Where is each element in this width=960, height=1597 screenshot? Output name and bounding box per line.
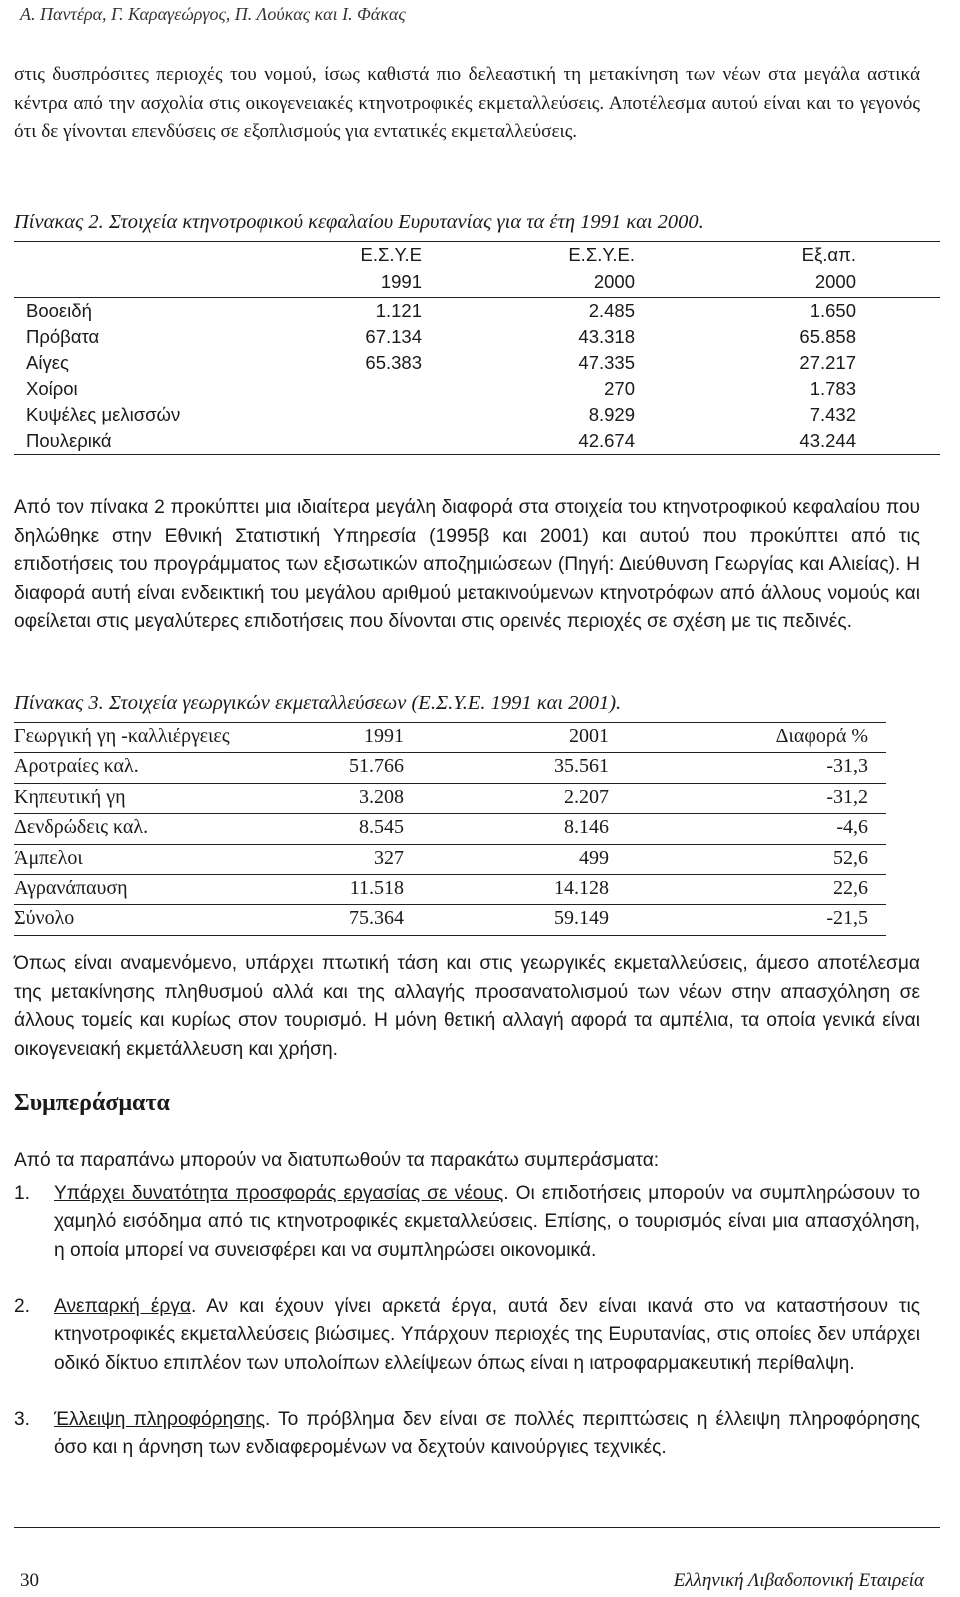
cell-1991: 8.545	[359, 816, 404, 839]
section-title-conclusions: Συμπεράσματα	[14, 1090, 170, 1116]
table3-agriculture	[14, 722, 886, 936]
cell-2000: 47.335	[578, 352, 635, 373]
cell-exap: 65.858	[799, 326, 856, 347]
table-row	[14, 875, 886, 905]
footer-rule	[14, 1527, 940, 1528]
cell-diff: -31,2	[826, 785, 868, 808]
table3-header-row	[14, 722, 886, 753]
row-label: Κυψέλες μελισσών	[26, 404, 181, 425]
list-item-heading: Ανεπαρκή έργα	[54, 1296, 191, 1317]
cell-diff: -31,3	[826, 755, 868, 778]
page-number: 30	[20, 1570, 39, 1591]
cell-1991: 75.364	[349, 907, 404, 930]
conclusion-list-item-3	[14, 1406, 920, 1463]
row-label: Άμπελοι	[14, 846, 83, 869]
footer-journal-name: Ελληνική Λιβαδοπονική Εταιρεία	[673, 1570, 924, 1591]
row-label: Κηπευτική γη	[14, 785, 126, 808]
cell-exap: 1.650	[809, 300, 856, 321]
table3-caption: Πίνακας 3. Στοιχεία γεωργικών εκμεταλλεύσεων (Ε.Σ.Υ.Ε. 1991 και 2001).	[14, 692, 622, 714]
table3-header-cell: Γεωργική γη -καλλιέργειες	[14, 725, 230, 747]
table-row	[14, 428, 940, 454]
cell-1991: 11.518	[349, 876, 404, 899]
cell-diff: -21,5	[826, 907, 868, 930]
table-row	[14, 298, 940, 324]
row-label: Βοοειδή	[26, 300, 92, 321]
table-row	[14, 753, 886, 783]
table-row	[14, 324, 940, 350]
cell-2000: 270	[604, 378, 635, 399]
list-item-heading: Υπάρχει δυνατότητα προσφοράς εργασίας σε νέους	[54, 1183, 504, 1204]
table2-header-cell: 2000	[593, 271, 635, 292]
cell-2000: 43.318	[578, 326, 635, 347]
table-row	[14, 350, 940, 376]
table3-header-cell: 2001	[569, 725, 609, 747]
table2-header-cell: Ε.Σ.Υ.Ε.	[568, 244, 635, 265]
cell-diff: -4,6	[836, 816, 868, 839]
cell-1991: 67.134	[365, 326, 422, 347]
table2-header-cell: 2000	[814, 271, 856, 292]
cell-1991: 65.383	[365, 352, 422, 373]
cell-2000: 42.674	[578, 430, 635, 451]
table-row	[14, 784, 886, 814]
cell-2001: 2.207	[564, 785, 609, 808]
cell-exap: 7.432	[809, 404, 856, 425]
cell-2001: 14.128	[554, 876, 609, 899]
table3-header-cell: 1991	[364, 725, 404, 747]
table2-header-cell: Εξ.απ.	[801, 244, 856, 265]
table-row	[14, 905, 886, 935]
table2-livestock	[14, 241, 940, 455]
list-item	[14, 1180, 920, 1265]
cell-diff: 22,6	[833, 876, 868, 899]
cell-1991: 51.766	[349, 755, 404, 778]
table-row	[14, 376, 940, 402]
list-number: 2.	[14, 1296, 31, 1317]
table-row	[14, 845, 886, 875]
row-label: Αγρανάπαυση	[14, 876, 128, 899]
row-label: Αροτραίες καλ.	[14, 755, 139, 778]
conclusions-intro: Από τα παραπάνω μπορούν να διατυπωθούν τα παρακάτω συμπεράσματα:	[14, 1150, 660, 1171]
list-item-text: . Οι επιδοτήσεις μπορούν να συμπληρώσουν το χαμηλό εισόδημα από τις κτηνοτροφικές εκμεταλλεύσεις. Επίσης, ο τουρισμός είναι μια απασχόληση, η οποία μπορεί να συνεισφέρει και να συμπληρώσει οικονομικά.	[54, 1183, 920, 1261]
list-number: 3.	[14, 1409, 31, 1430]
cell-1991: 3.208	[359, 785, 404, 808]
cell-2001: 499	[579, 846, 609, 869]
running-header-authors: Α. Παντέρα, Γ. Καραγεώργος, Π. Λούκας και Ι. Φάκας	[20, 4, 406, 24]
list-item	[14, 1293, 920, 1378]
table2-caption: Πίνακας 2. Στοιχεία κτηνοτροφικού κεφαλαίου Ευρυτανίας για τα έτη 1991 και 2000.	[14, 211, 704, 233]
conclusion-list-item-1	[14, 1180, 920, 1265]
list-item-heading: Έλλειψη πληροφόρησης	[54, 1409, 266, 1430]
table-row	[14, 402, 940, 428]
cell-exap: 43.244	[799, 430, 856, 451]
table2-header-row-1	[14, 242, 940, 269]
cell-2001: 8.146	[564, 816, 609, 839]
row-label: Πρόβατα	[26, 326, 100, 347]
cell-2000: 8.929	[588, 404, 635, 425]
cell-1991: 1.121	[375, 300, 422, 321]
row-label: Πουλερικά	[26, 430, 112, 451]
cell-1991: 327	[374, 846, 404, 869]
intro-paragraph: στις δυσπρόσιτες περιοχές του νομού, ίσως καθιστά πιο δελεαστική τη μετακίνηση των νέων στα μεγάλα αστικά κέντρα από την ασχολία στις οικογενειακές κτηνοτροφικές εκμεταλλεύσεις. Αποτέλεσμα αυτού είναι και το γεγονός ότι δε γίνονται επενδύσεις σε εξοπλισμούς για εντατικές εκμεταλλεύσεις.	[14, 64, 920, 143]
cell-exap: 1.783	[809, 378, 856, 399]
row-label: Σύνολο	[14, 907, 75, 930]
table2-header-row-2	[14, 269, 940, 298]
table2-commentary-paragraph: Από τον πίνακα 2 προκύπτει μια ιδιαίτερα μεγάλη διαφορά στα στοιχεία του κτηνοτροφικού κεφαλαίου που δηλώθηκε στην Εθνική Στατιστική Υπηρεσία (1995β και 2001) και αυτού που προκύπτει από τις επιδοτήσεις του προγράμματος των εξισωτικών αποζημιώσεων (Πηγή: Διεύθυνση Γεωργίας και Αλιείας). Η διαφορά αυτή είναι ενδεικτική του μεγάλου αριθμού μετακινούμενων κτηνοτρόφων από άλλους νομούς και οφείλεται στις μεγαλύτερες επιδοτήσεις που δίνονται στις ορεινές περιοχές σε σχέση με τις πεδινές.	[14, 497, 920, 633]
cell-2001: 35.561	[554, 755, 609, 778]
list-item	[14, 1406, 920, 1463]
list-item-text: . Το πρόβλημα δεν είναι σε πολλές περιπτώσεις η έλλειψη πληροφόρησης όσο και η άρνηση των ενδιαφερομένων να δεχτούν καινούργιες τεχνικές.	[54, 1409, 920, 1459]
row-label: Αίγες	[26, 352, 69, 373]
cell-exap: 27.217	[799, 352, 856, 373]
table3-commentary-paragraph: Όπως είναι αναμενόμενο, υπάρχει πτωτική τάση και στις γεωργικές εκμεταλλεύσεις, άμεσο αποτέλεσμα της μετακίνησης πληθυσμού αλλά και της αλλαγής προσανατολισμού των νέων στην απασχόληση σε άλλους τομείς και κυρίως στον τουρισμό. Η μόνη θετική αλλαγή αφορά τα αμπέλια, τα οποία γενικά είναι οικογενειακή εκμετάλλευση και χρήση.	[14, 953, 920, 1060]
table2-header-cell: Ε.Σ.Υ.Ε	[360, 244, 422, 265]
table3-header-cell: Διαφορά %	[775, 725, 868, 747]
table2-header-cell: 1991	[380, 271, 422, 292]
table-row	[14, 814, 886, 844]
cell-2000: 2.485	[588, 300, 635, 321]
list-item-text: . Αν και έχουν γίνει αρκετά έργα, αυτά δεν είναι ικανά στο να καταστήσουν τις κτηνοτροφικές εκμεταλλεύσεις βιώσιμες. Υπάρχουν περιοχές της Ευρυτανίας, στις οποίες δεν υπάρχει οδικό δίκτυο επιπλέον των υπολοίπων ελλείψεων όπως είναι η ιατροφαρμακευτική περίθαλψη.	[54, 1296, 921, 1374]
list-number: 1.	[14, 1183, 31, 1204]
cell-2001: 59.149	[554, 907, 609, 930]
cell-diff: 52,6	[833, 846, 868, 869]
conclusion-list-item-2	[14, 1293, 920, 1378]
row-label: Δενδρώδεις καλ.	[14, 816, 149, 839]
row-label: Χοίροι	[26, 378, 78, 399]
